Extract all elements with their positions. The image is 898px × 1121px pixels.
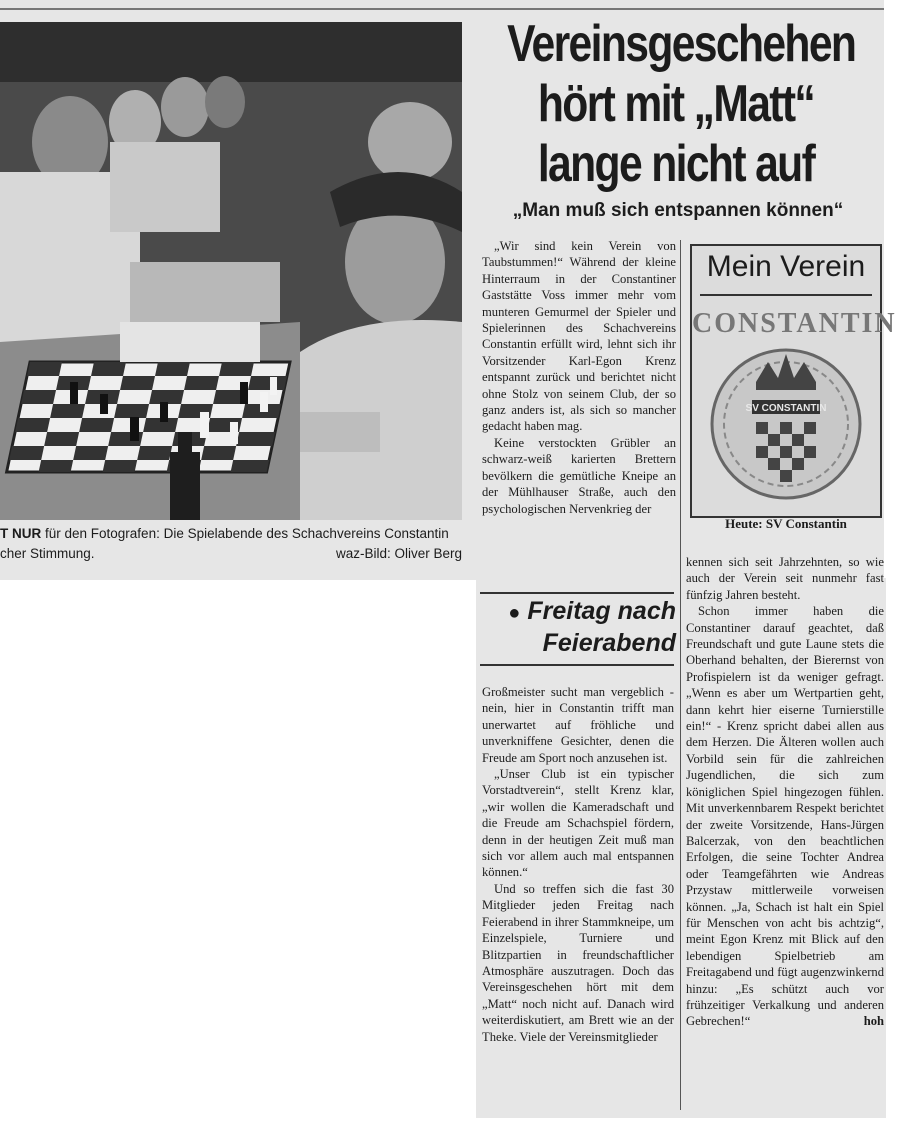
headline-line-2: hört mit „Matt“ [537,75,815,133]
paragraph: Und so treffen sich die fast 30 Mitglieder jeden Freitag nach Feierabend in ihrer Stammkneipe, um Einzelspiele, Turniere und Blitzpartien in freundschaftlicher Atmosphäre auszutragen. Doch das Vereinsgeschehen hört mit dem „Matt“ noch nicht auf. Danach wird weiterdiskutiert, am Brett wie an der Theke. Viele der Vereinsmitglieder [482,881,674,1044]
photo-credit: waz-Bild: Oliver Berg [335,546,462,561]
caption-line-1 [0,524,449,543]
box-rule [700,294,872,296]
logo-title: CONSTANTIN [692,308,897,339]
headline-line-1: Vereinsgeschehen [507,15,856,73]
section-rule-top [480,592,674,594]
box-title: Mein Verein [706,250,866,283]
paragraph: „Wir sind kein Verein von Taubstummen!“ Während der kleine Hinterraum in der Constantiner Gaststätte Voss immer mehr vom munteren Gemurmel der Spieler und Spielerinnen des Schachvereins Constantin erfüllt wird, lehnt sich ihr Vorsitzender Karl-Egon Krenz entspannt zurück und berichtet nicht ohne Stolz von seinem Club, der so ganz anders ist, als sich so mancher gedacht haben mag. [482,239,676,434]
paragraph [686,603,884,1030]
article-column-1 [482,238,676,517]
caption-line-2: cher Stimmung. [0,546,95,561]
article-column-3 [686,554,884,1030]
club-logo-icon [708,342,864,508]
headline [507,14,856,194]
mein-verein-box [690,244,897,518]
photo-caption [0,522,464,572]
paragraph: Großmeister sucht man vergeblich - nein, hier in Constantin trifft man unerwartet auf fröhliche und unverkniffene Gesichter, denen die Freude am Sport noch anzusehen ist. [482,685,674,765]
caption-line-1-text: für den Fotografen: Die Spielabende des Schachvereins Constantin [41,526,449,541]
section-title [480,596,676,658]
top-rule [0,8,884,10]
chess-club-photo [0,22,462,520]
author-tag: hoh [863,1014,884,1029]
subheadline: „Man muß sich entspannen können“ [512,200,844,221]
section-bullet: ● [508,602,521,624]
paragraph: kennen sich seit Jahrzehnten, so wie auch der Verein seit nunmehr fast fünfzig Jahren besteht. [686,555,884,602]
column-divider [680,240,681,1110]
paragraph: „Unser Club ist ein typischer Vorstadtverein“, stellt Krenz klar, „wir wollen die Kameradschaft und die Freude am Schachspiel fördern, denn in der heutigen Zeit muß man sich vor allem auch mal entspannen können.“ [482,767,674,880]
section-rule-bottom [480,664,674,666]
logo-text: SV CONSTANTIN [745,403,827,414]
caption-lead: T NUR [0,526,42,541]
box-caption: Heute: SV Constantin [725,516,847,531]
headline-line-3: lange nicht auf [537,135,815,193]
article-column-2 [482,684,674,1045]
paragraph: Keine verstockten Grübler an schwarz-weiß karierten Brettern bevölkern die gemütliche Kneipe an der Mühlhauser Straße, auch den psychologischen Nervenkrieg der [482,435,676,516]
section-title-text: Freitag nach Feierabend [527,597,676,657]
paragraph-text: Schon immer haben die Constantiner darauf geachtet, daß Freundschaft und gute Laune stets die Oberhand behalten, der Bierernst von Profispielern ist da weniger gefragt. „Wenn es aber um Wertpartien geht, dann kehrt hier eiserne Turnierstille ein!“ - Krenz spricht dabei allen aus dem Herzen. Die Älteren wollen auch Vorbild sein für die zahlreichen Jugendlichen, die sich zum königlichen Spiel hingezogen fühlen. Mit unverkennbarem Respekt berichtet der zweite Vorsitzende, Hans-Jürgen Balcerzak, von den beachtlichen Erfolgen, die seine Tochter Andrea oder Teamgefährten wie Andreas Przystaw mittlerweile vorweisen können. „Ja, Schach ist halt ein Spiel für Menschen von acht bis achtzig“, meint Egon Krenz mit Blick auf den lebendigen Spielbetrieb am Freitagabend und fügt augenzwinkernd hinzu: „Es schützt auch vor frühzeitiger Verkalkung und anderen Gebrechen!“ [686,604,884,1029]
